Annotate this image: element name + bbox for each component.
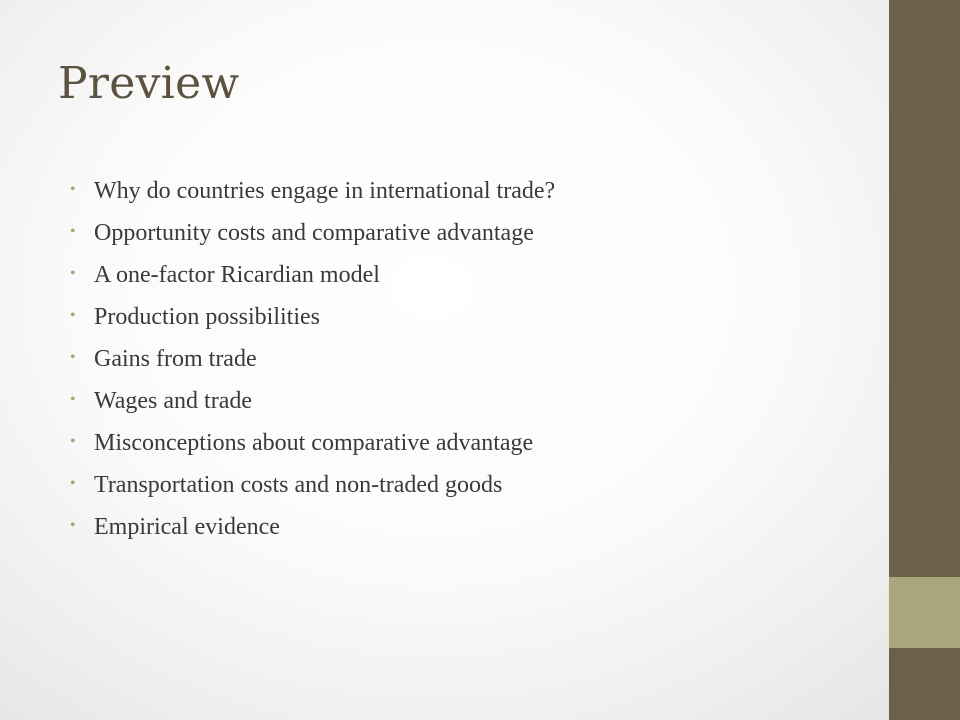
bullet-item — [68, 464, 555, 506]
bullet-text: Production possibilities — [94, 304, 321, 330]
bullet-item — [68, 506, 555, 548]
bullet-item — [68, 254, 555, 296]
bullet-icon: • — [70, 391, 76, 408]
bullet-text: Why do countries engage in international trade? — [94, 178, 556, 204]
bullet-text: Opportunity costs and comparative advantage — [94, 220, 534, 246]
bullet-text: Misconceptions about comparative advantage — [94, 430, 534, 456]
side-accent-block — [889, 577, 960, 648]
bullet-item — [68, 422, 555, 464]
bullet-icon: • — [70, 433, 76, 450]
bullet-text: Empirical evidence — [94, 514, 280, 540]
bullet-icon: • — [70, 265, 76, 282]
bullet-text: Transportation costs and non-traded goods — [94, 472, 503, 498]
bullet-text: Gains from trade — [94, 346, 257, 372]
bullet-icon: • — [70, 475, 76, 492]
bullet-icon: • — [70, 349, 76, 366]
bullet-item — [68, 170, 555, 212]
bullet-icon: • — [70, 181, 76, 198]
bullet-item — [68, 296, 555, 338]
bullet-item — [68, 212, 555, 254]
bullet-item — [68, 338, 555, 380]
bullet-item — [68, 380, 555, 422]
bullet-text: A one-factor Ricardian model — [94, 262, 380, 288]
bullet-text: Wages and trade — [94, 388, 252, 414]
bullet-icon: • — [70, 223, 76, 240]
bullet-icon: • — [70, 517, 76, 534]
bullet-list — [68, 170, 555, 548]
slide-title: Preview — [58, 58, 240, 109]
bullet-icon: • — [70, 307, 76, 324]
